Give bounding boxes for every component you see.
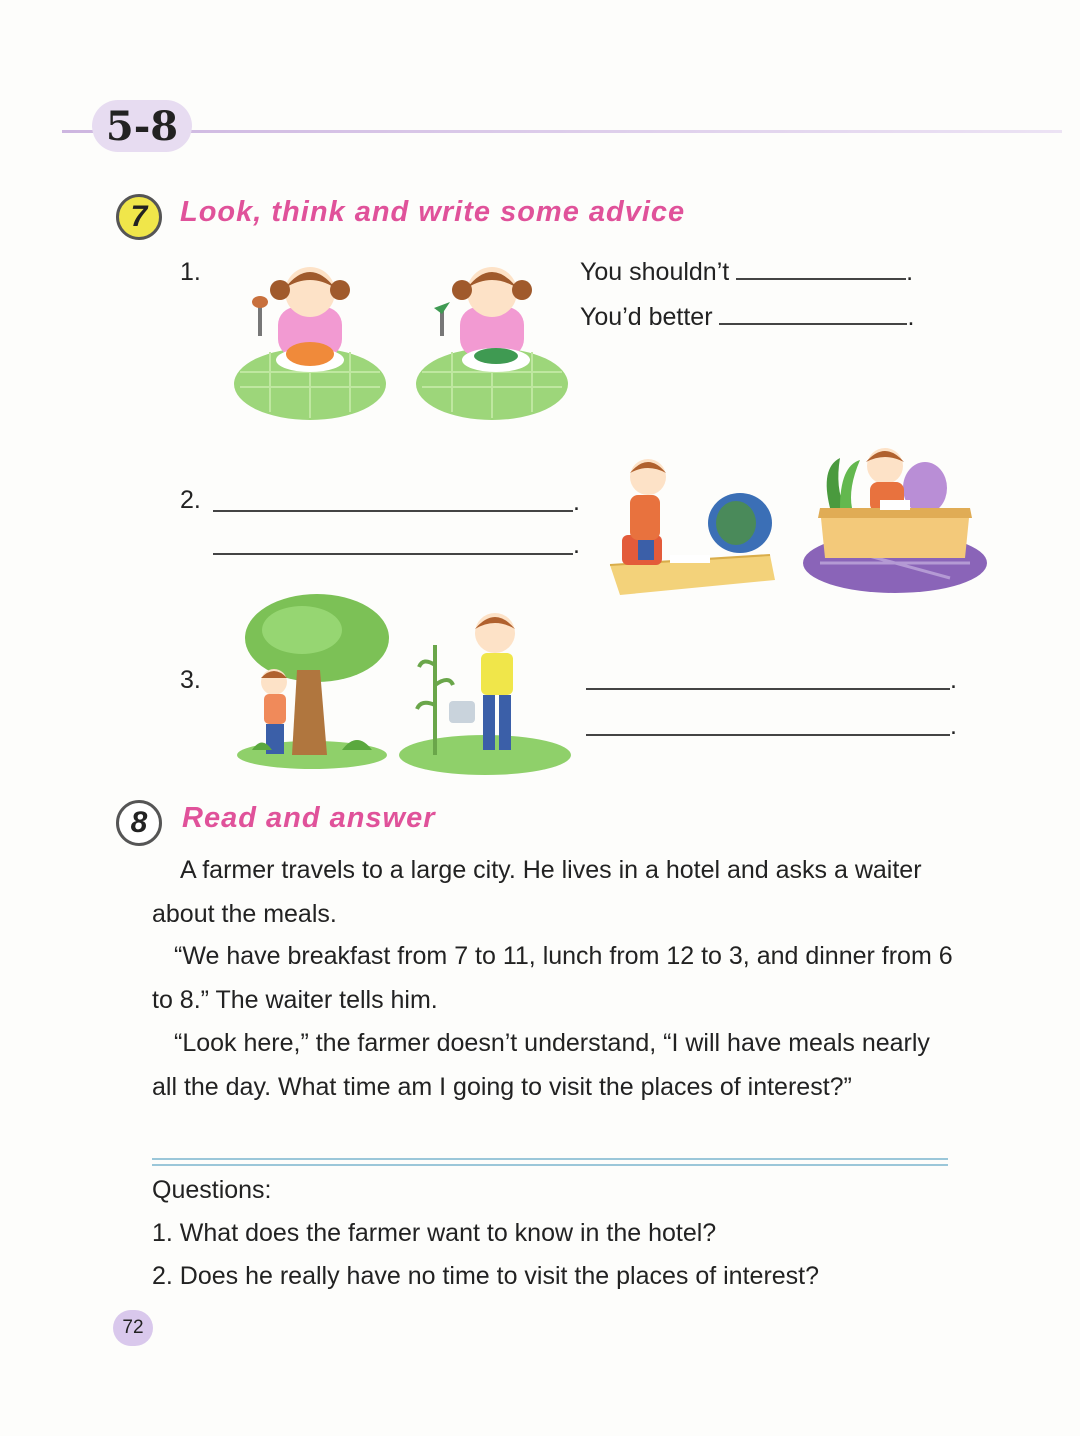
section-7-title: Look, think and write some advice [180, 196, 686, 228]
section-8-number [116, 800, 162, 846]
item-1-prompt-better: You’d better [580, 303, 713, 331]
item-2-blank-1[interactable] [213, 510, 573, 512]
passage-paragraph-1: A farmer travels to a large city. He lives in a hotel and asks a waiter about the meals. [152, 856, 922, 928]
item-1-label: 1. [180, 258, 201, 286]
girl-eating-vegetables-illustration [412, 262, 572, 422]
item-1-line-1: You shouldn’t . [580, 258, 914, 286]
girl-eating-meat-illustration [230, 262, 390, 422]
item-3-blank-2[interactable] [586, 734, 950, 736]
passage-paragraph-3: “Look here,” the farmer doesn’t understand, “I will have meals nearly all the day. What time am I going to visit the places of interest?” [152, 1029, 930, 1101]
section-7-number [116, 194, 162, 240]
boy-watching-tv-illustration [600, 455, 780, 600]
item-1-blank-1[interactable] [736, 278, 906, 280]
questions-label: Questions: [152, 1176, 272, 1204]
unit-header-line [62, 130, 1062, 133]
item-2-label: 2. [180, 486, 201, 514]
item-1-blank-2[interactable] [719, 323, 907, 325]
section-8-number-text: 8 [130, 806, 148, 839]
item-2-period-1: . [573, 488, 580, 516]
boy-doing-homework-illustration [800, 448, 990, 598]
question-1: 1. What does the farmer want to know in the hotel? [152, 1219, 717, 1247]
item-3-period-1: . [950, 666, 957, 694]
item-3-label: 3. [180, 666, 201, 694]
unit-badge [92, 100, 192, 152]
section-8-title: Read and answer [182, 802, 436, 834]
item-3-period-2: . [950, 712, 957, 740]
question-2: 2. Does he really have no time to visit the places of interest? [152, 1262, 820, 1290]
boy-carving-tree-illustration [232, 590, 392, 770]
item-2-period-2: . [573, 531, 580, 559]
passage-divider-bottom [152, 1164, 948, 1166]
page-number [113, 1310, 153, 1346]
unit-label: 5-8 [105, 102, 179, 150]
item-2-blank-2[interactable] [213, 553, 573, 555]
section-7-number-text: 7 [130, 200, 148, 233]
item-1-line-2: You’d better . [580, 303, 915, 331]
item-3-blank-1[interactable] [586, 688, 950, 690]
page-number-text: 72 [122, 1317, 144, 1338]
passage-divider-top [152, 1158, 948, 1160]
passage-paragraph-2: “We have breakfast from 7 to 11, lunch from 12 to 3, and dinner from 6 to 8.” The waiter tells him. [152, 942, 953, 1014]
item-1-prompt-shouldnt: You shouldn’t [580, 258, 730, 286]
boy-watering-plant-illustration [395, 605, 575, 775]
